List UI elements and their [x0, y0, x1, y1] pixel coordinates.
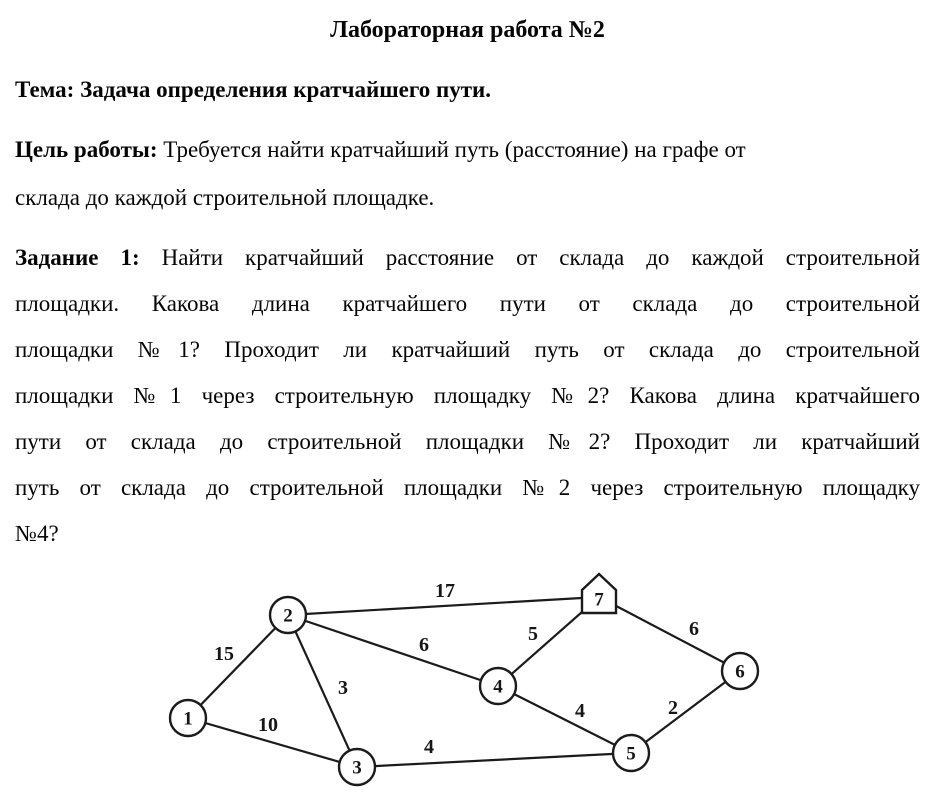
goal-label: Цель работы: — [15, 137, 158, 162]
task1-line: пути от склада до строительной площадки №2? Проходит ли кратчайший — [15, 429, 920, 454]
node-label-2: 2 — [283, 605, 293, 627]
task1-line: путь от склада до строительной площадки №2 через строительную площадку — [15, 475, 920, 500]
page-title: Лабораторная работа №2 — [330, 17, 605, 43]
edge-4-5 — [498, 686, 631, 753]
node-label-5: 5 — [626, 743, 636, 765]
task1-line: площадки №1? Проходит ли кратчайший путь от склада до строительной — [15, 337, 920, 362]
edge-weight-1-2: 15 — [214, 643, 234, 665]
edge-weight-1-3: 10 — [258, 714, 278, 736]
edge-2-4 — [288, 615, 498, 686]
task1-label: Задание 1: — [15, 245, 140, 270]
task1-text-1: Найти кратчайший расстояние от склада до каждой строительной — [139, 245, 920, 270]
edge-1-2 — [188, 615, 288, 718]
task1-line: №4? — [15, 521, 59, 546]
theme-text: Задача определения кратчайшего пути. — [74, 77, 492, 102]
edge-weight-4-7: 5 — [528, 623, 538, 645]
node-label-6: 6 — [735, 661, 745, 683]
node-label-7: 7 — [594, 589, 604, 611]
edge-weight-4-5: 4 — [575, 700, 585, 722]
edge-weight-3-5: 4 — [424, 736, 434, 758]
edge-weight-2-3: 3 — [338, 677, 348, 699]
edge-weight-2-4: 6 — [419, 634, 429, 656]
goal-text-1: Требуется найти кратчайший путь (расстояние) на графе от — [157, 137, 746, 162]
edge-weight-2-7: 17 — [435, 580, 455, 602]
node-label-1: 1 — [183, 708, 193, 730]
task1-line: площадки. Какова длина кратчайшего пути от склада до строительной — [15, 291, 920, 316]
edge-3-5 — [357, 753, 631, 767]
edge-weight-5-6: 2 — [668, 697, 678, 719]
node-label-4: 4 — [493, 676, 503, 698]
goal-line: склада до каждой строительной площадке. — [15, 185, 435, 210]
task1-line: площадки №1 через строительную площадку №2? Какова длина кратчайшего — [15, 383, 920, 408]
theme-label: Тема: — [15, 77, 75, 102]
edge-5-6 — [631, 671, 740, 753]
edge-weight-6-7: 6 — [689, 618, 699, 640]
edge-6-7 — [599, 597, 740, 671]
node-label-3: 3 — [352, 757, 362, 779]
